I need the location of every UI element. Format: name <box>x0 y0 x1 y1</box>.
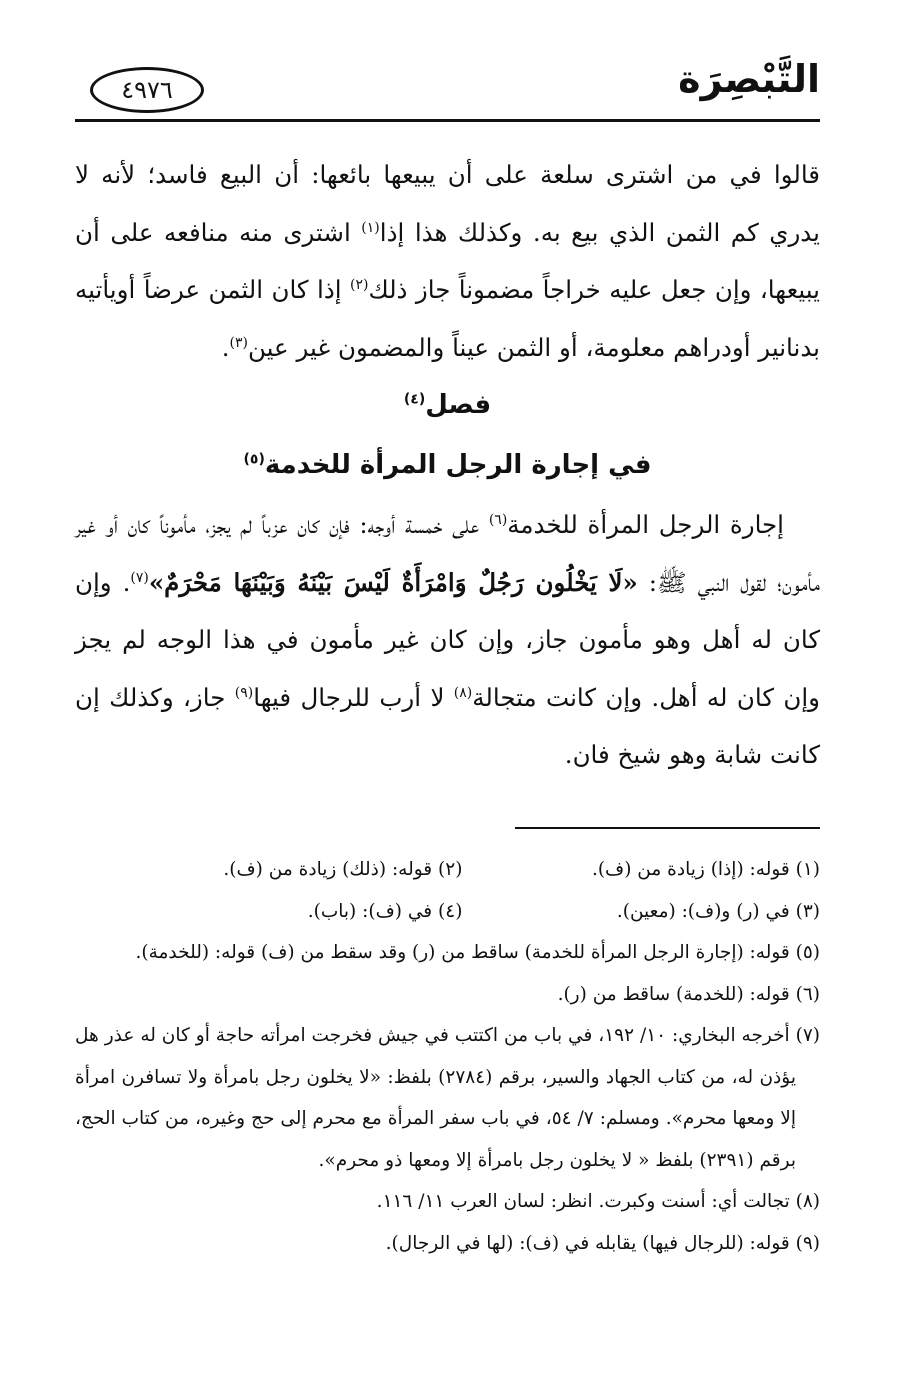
footnote-ref: (٩) <box>234 684 254 701</box>
book-title: التَّبْصِرَة <box>678 57 820 101</box>
text-run: جاز، وكذلك إن كانت شابة وهو شيخ فان. <box>75 682 820 769</box>
hadith-quote: «لَا يَخْلُون رَجُلٌ وَامْرَأَةٌ لَيْسَ بَيْنَهُ وَبَيْنَهَا مَحْرَمٌ» <box>148 567 638 597</box>
text-run: قالوا في من اشترى سلعة على أن يبيعها بائعها: أن البيع فاسد؛ لأنه لا يدري كم الثمن الذي بيع به. وكذلك هذا إذا <box>75 160 820 247</box>
footnote-ref: (٨) <box>453 684 473 701</box>
footnote-divider <box>515 827 820 829</box>
footnote-ref: (٤) <box>403 391 426 408</box>
text-run: . <box>221 332 230 362</box>
heading-fasl-text: فصل <box>425 390 492 420</box>
text-run: على خمسة أوجه: فإن كان عزباً لم يجز، مأموناً كان أو غير مأمون؛ لقول النبي ﷺ: <box>75 510 820 597</box>
footnote-ref: (٥) <box>243 451 265 468</box>
footnote-1: (١) قوله: (إذا) زيادة من (ف). <box>591 859 820 880</box>
footnote-3: (٣) في (ر) و(ف): (معين). <box>616 900 820 922</box>
footnote-7: (٧) أخرجه البخاري: ١٠/ ١٩٢، في باب من اكتتب في جيش فخرجت امرأته حاجة أو كان له عذر هل يؤذن له، من كتاب الجهاد والسير، برقم (٢٧٨٤) بلفظ: «لا يخلون رجل بامرأة ولا تسافرن امرأة إلا ومعها محرم». ومسلم: ٧/ ٥٤، في باب سفر المرأة مع محرم إلى حج وغيره، من كتاب الحج، برقم (٢٣٩١) بلفظ « لا يخلون رجل بامرأة إلا ومعها ذو محرم». <box>75 1025 820 1171</box>
text-run: اشترى منه منافعه على أن يبيعها، وإن جعل عليه خراجاً مضموناً جاز ذلك <box>75 217 820 304</box>
footnote-ref: (٢) <box>349 276 369 293</box>
footnote-4: (٤) في (ف): (باب). <box>307 900 463 922</box>
footnote-row <box>75 891 820 933</box>
heading-section <box>75 434 820 496</box>
text-run: إجارة الرجل المرأة للخدمة <box>507 510 784 539</box>
footnote-2: (٢) قوله: (ذلك) زيادة من (ف). <box>223 859 463 880</box>
page-header <box>75 55 820 125</box>
page-number: ٤٩٧٦ <box>90 67 204 113</box>
footnote-ref: (٧) <box>130 569 149 586</box>
text-run: . وإن كان له أهل وهو مأمون جاز، وإن كان غير مأمون في هذا الوجه لم يجز وإن كان له أهل. وإن كانت متجالة <box>75 567 820 712</box>
footnote-5: (٥) قوله: (إجارة الرجل المرأة للخدمة) ساقط من (ر) وقد سقط من (ف) قوله: (للخدمة). <box>135 942 820 963</box>
text-run: لا أرب للرجال فيها <box>253 682 454 712</box>
heading-section-text: في إجارة الرجل المرأة للخدمة <box>264 450 652 480</box>
footnote-row <box>75 849 820 891</box>
footnote-ref: (٣) <box>229 334 249 351</box>
footnotes <box>75 849 820 1264</box>
paragraph-1 <box>75 146 820 376</box>
footnote-9: (٩) قوله: (للرجال فيها) يقابله في (ف): (لها في الرجال). <box>385 1232 820 1254</box>
footnote-8: (٨) تجالت أي: أسنت وكبرت. انظر: لسان العرب ١١/ ١١٦. <box>376 1191 820 1212</box>
main-text <box>75 146 820 784</box>
footnote-ref: (١) <box>361 219 380 236</box>
header-divider <box>75 119 820 122</box>
heading-fasl <box>75 376 820 434</box>
text-run: إذا كان الثمن عرضاً أويأتيه بدنانير أودراهم معلومة، أو الثمن عيناً والمضمون غير عين <box>75 275 820 362</box>
paragraph-2 <box>75 496 820 784</box>
footnote-6: (٦) قوله: (للخدمة) ساقط من (ر). <box>557 983 820 1005</box>
footnote-ref: (٦) <box>488 511 508 528</box>
